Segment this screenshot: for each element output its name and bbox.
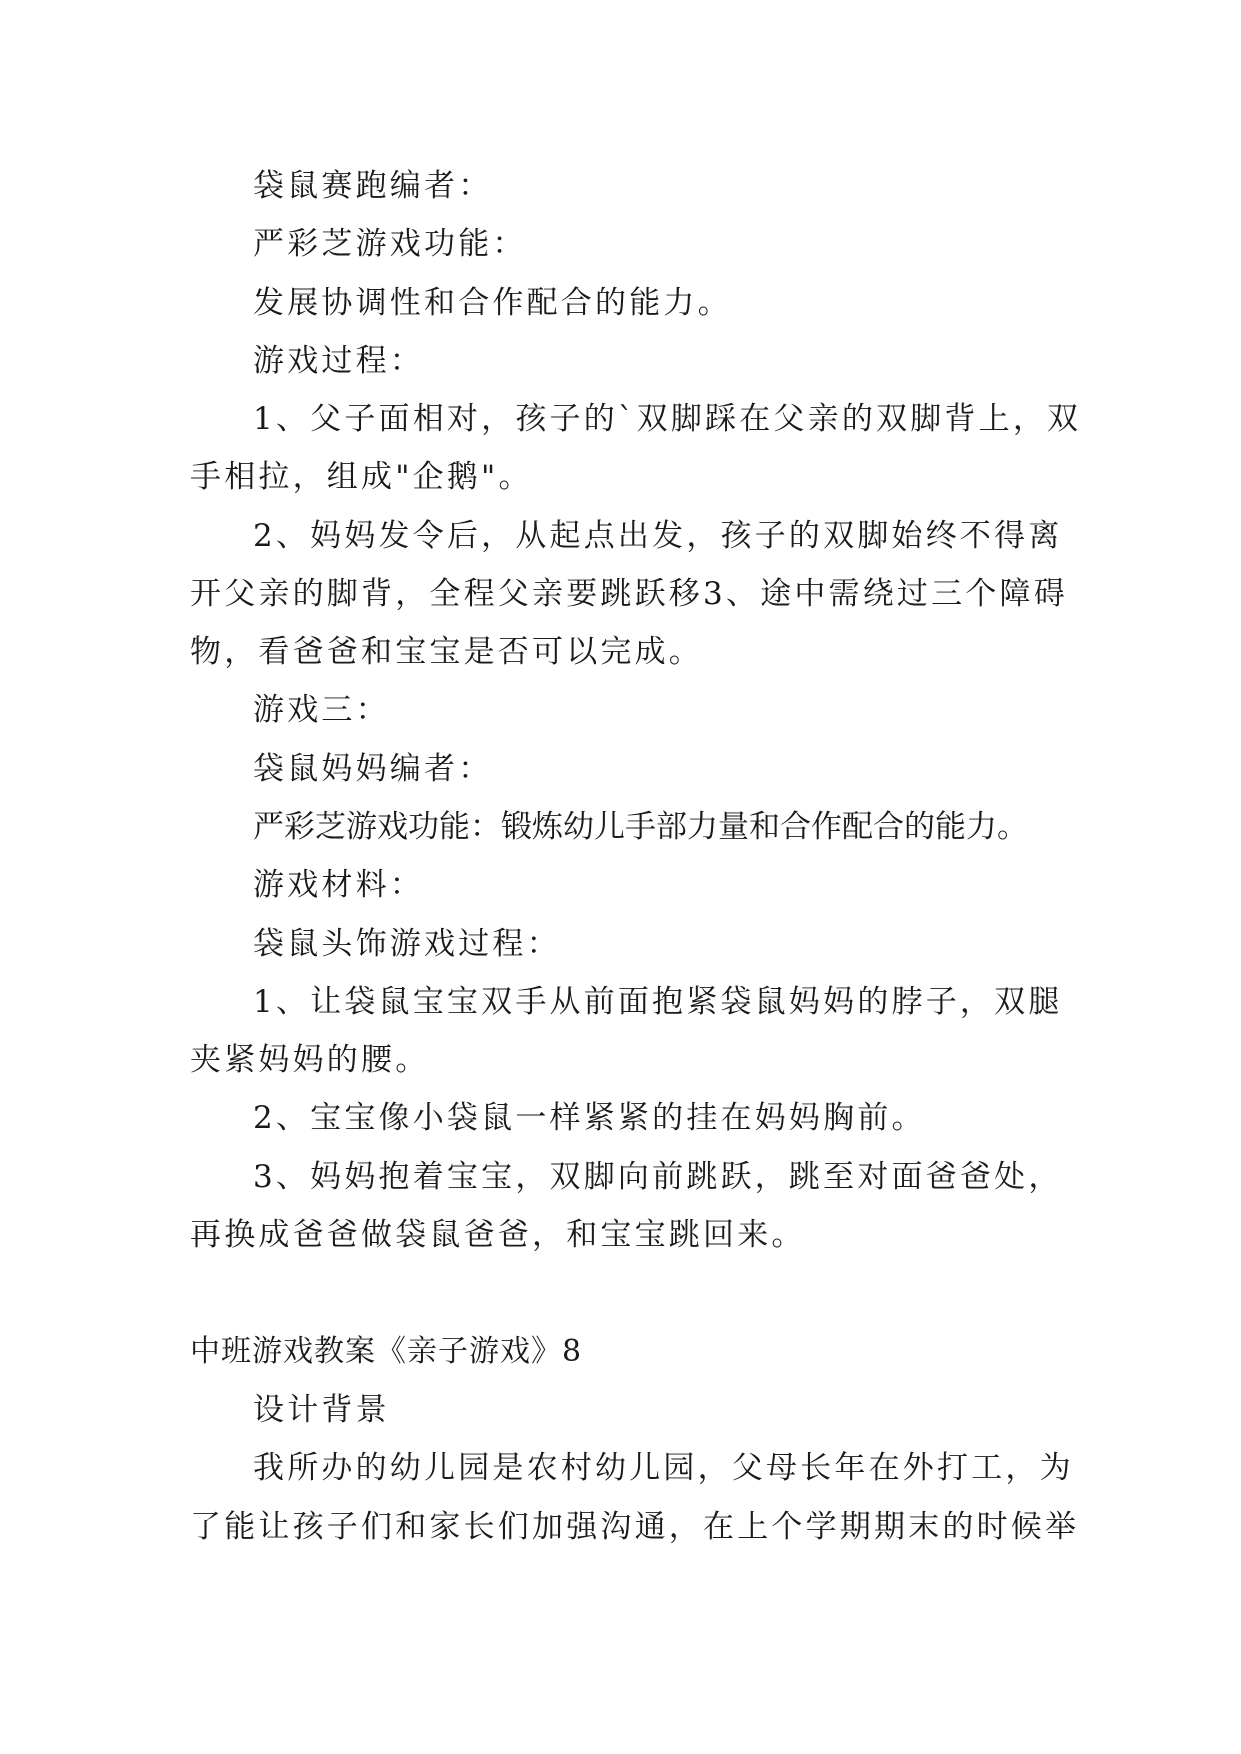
paragraph-line: 手相拉，组成"企鹅"。	[190, 459, 533, 495]
paragraph-line: 开父亲的脚背，全程父亲要跳跃移3、途中需绕过三个障碍	[190, 576, 1068, 612]
paragraph-line: 1、让袋鼠宝宝双手从前面抱紧袋鼠妈妈的脖子，双腿	[253, 984, 1063, 1020]
paragraph-line: 我所办的幼儿园是农村幼儿园，父母长年在外打工，为	[253, 1450, 1074, 1486]
section-title: 中班游戏教案《亲子游戏》8	[190, 1334, 583, 1369]
paragraph-line: 游戏材料：	[253, 867, 424, 903]
paragraph-line: 袋鼠头饰游戏过程：	[253, 926, 561, 962]
paragraph-line: 1、父子面相对，孩子的`双脚踩在父亲的双脚背上，双	[253, 401, 1082, 437]
paragraph-line: 发展协调性和合作配合的能力。	[253, 285, 732, 321]
paragraph-line: 设计背景	[253, 1392, 390, 1428]
paragraph-line: 再换成爸爸做袋鼠爸爸，和宝宝跳回来。	[190, 1217, 806, 1253]
paragraph-line: 了能让孩子们和家长们加强沟通，在上个学期期末的时候举	[190, 1509, 1080, 1545]
paragraph-line: 严彩芝游戏功能：	[253, 226, 527, 262]
paragraph-line: 袋鼠妈妈编者：	[253, 751, 493, 787]
paragraph-line: 严彩芝游戏功能：锻炼幼儿手部力量和合作配合的能力。	[253, 809, 1028, 845]
paragraph-line: 袋鼠赛跑编者：	[253, 168, 493, 204]
paragraph-line: 物，看爸爸和宝宝是否可以完成。	[190, 634, 703, 670]
paragraph-line: 2、宝宝像小袋鼠一样紧紧的挂在妈妈胸前。	[253, 1100, 926, 1136]
paragraph-line: 2、妈妈发令后，从起点出发，孩子的双脚始终不得离	[253, 518, 1063, 554]
paragraph-line: 3、妈妈抱着宝宝，双脚向前跳跃，跳至对面爸爸处，	[253, 1159, 1063, 1195]
paragraph-line: 游戏过程：	[253, 343, 424, 379]
paragraph-line: 夹紧妈妈的腰。	[190, 1042, 430, 1078]
paragraph-line: 游戏三：	[253, 692, 390, 728]
